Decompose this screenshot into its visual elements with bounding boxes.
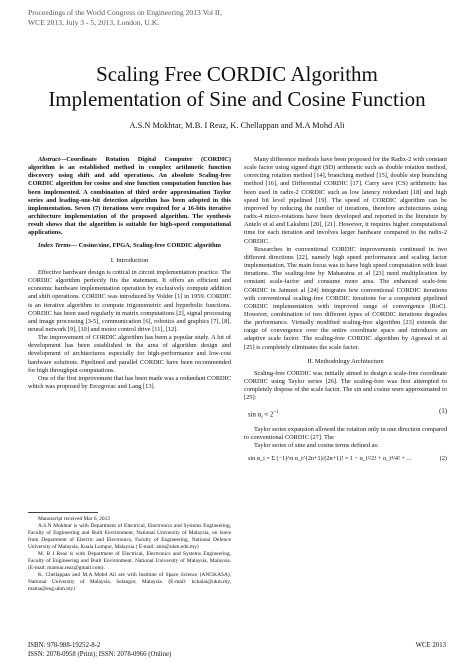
footnote-2: A.S.N Mokhtar is with Department of Electrical, Electronics and Systems Engineering, Faculty of Engineering and Built Environment, National University of Malaysia, on leave from Department of Electric and Electronics, Faculty of Engineering, National Defence University of Malaysia, Kuala Lumpur, Malaysia ( E-mail: anis@ukm.edu.my) bbox=[28, 523, 231, 550]
footnote-4: K. Chellappan and M.A Mohd Ali are with Institute of Space Science (ANGKASA), National University of Malaysia, Selangor, Malaysia. (E-mail: kckalai@ukm.my, mama@eng.ukm.my) bbox=[28, 572, 231, 592]
intro-paragraph-2: The improvement of CORDIC algorithm has been a popular study. A lot of development has been established in the area of algorithm design and development of architectures especially for high-performance and low-cost hardware solutions. Pipelined and parallel CORDIC have been recommended for high throughput computations. bbox=[28, 334, 231, 374]
proceedings-header bbox=[28, 8, 222, 28]
equation-2 bbox=[244, 455, 447, 471]
authors: A.S.N Mokhtar, M.B. I Reaz, K. Chellappan and M.A Mohd Ali bbox=[129, 121, 345, 130]
index-terms bbox=[28, 242, 231, 250]
footnote-1: Manuscript received Mar 6, 2013 bbox=[38, 516, 111, 522]
index-terms-label: Index Terms bbox=[38, 241, 71, 249]
footnote-3: M. B I Reaz is with Department of Electrical, Electronics and Systems Engineering, Faculty of Engineering and Built Environment, National University of Malaysia, Malaysia. (E-mail: mamun.reaz@gmail.com). bbox=[28, 551, 231, 571]
right-paragraph-2: Researches in conventional CORDIC improvements continued in two different directions [22], namely high speed performance and scaling factor implementation. The main focus was to have high speed computation with least iterations. The scaling-free by Maharatna et al [23] need multiplication by constant scale-factor and consume more area. The enhanced scale-free CORDIC in Jaimeet al [24] integrates few conventional CORDIC iterations with conventional scaling-free CORDIC iterations for a competent pipelined CORDIC implementation with improved range of convergence (RoC). However, combination of two different types of CORDIC iterations degrades the performance. Virtually modified scaling-free algorithm [23] extends the range of convergence over the entire coordinate space and introduces an adaptive scale factor. The scaling-free CORDIC algorithm by Agrawal et al [25] is completely eliminates the scale factor. bbox=[244, 245, 447, 351]
section-heading-methodology: II. Methodology Architecture bbox=[307, 357, 384, 365]
section-heading-introduction: I. Introduction bbox=[110, 256, 149, 264]
footer-right: WCE 2013 bbox=[415, 642, 446, 649]
header-line-1: Proceedings of the World Congress on Engineering 2013 Vol II, bbox=[28, 8, 222, 17]
footer-isbn: ISBN: 978-988-19252-8-2 bbox=[28, 642, 101, 649]
abstract-text: —Coordinate Rotation Digital Computer (CORDIC) algorithm is an established method in complex arithmetic function discovery using shift and add operations. An absolute Scaling-free CORDIC algorithm for cosine and sine function computation function has been implemented. A combination of third order approximation Taylor series and leading-one-bit detection algorithm has been adopted in this implementation. Seven (7) iterations were required for a 16-bits iterative architecture implementation of the proposed algorithm. The synthesis result shows that the algorithm is suitable for high-speed computational applications. bbox=[28, 156, 231, 237]
index-terms-text: — Cosine/sine, FPGA, Scaling-free CORDIC algorithm bbox=[70, 241, 221, 249]
equation-2-text: sin α_i = Σ (−1)^n α_i^(2n+1)/(2n+1)! = 1 − α_i²/2! + α_i⁴/4! + ... bbox=[248, 455, 412, 462]
footnote-rule bbox=[28, 512, 98, 513]
right-column bbox=[244, 156, 447, 471]
abstract bbox=[28, 156, 231, 238]
paper-title bbox=[0, 62, 474, 112]
equation-1 bbox=[244, 408, 447, 422]
method-paragraph-1: Scaling-free CORDIC was initially aimed to design a scale-free coordinate CORDIC using Taylor series [26]. The scaling-free was first attempted to completely dispose of the scale factor. The sin and cosine were approximated to [25]: bbox=[244, 369, 447, 402]
equation-1-number: (1) bbox=[439, 407, 447, 415]
abstract-label: Abstract bbox=[38, 156, 60, 163]
intro-paragraph-1: Effective hardware design is critical in circuit implementation practice. The CORDIC algorithm perfectly fits the statement. It offers an efficient and economic hardware implementation operation by exclusively compute addition and shift operations. CORDIC was introduced by Volder [1] in 1959. CORDIC is an iterative algorithm to compute trigonometric and hyperbolic functions. CORDIC has been used regularly in matrix computations [2], signal processing and image processing [3-5], communication [6], robotics and graphics [7], [8], neural network [9], [10] and motor control drive [11], [12]. bbox=[28, 268, 231, 333]
header-line-2: WCE 2013, July 3 - 5, 2013, London, U.K. bbox=[28, 18, 160, 27]
left-column bbox=[28, 156, 231, 391]
title-line-2: Implementation of Sine and Cosine Function bbox=[48, 87, 426, 111]
equation-1-lhs: sin α bbox=[248, 410, 262, 418]
equation-2-number: (2) bbox=[439, 455, 447, 462]
equation-1-sup: −i bbox=[273, 408, 279, 415]
footnotes bbox=[28, 512, 231, 593]
method-paragraph-3: Taylor series of sine and cosine terms defined as: bbox=[254, 441, 379, 449]
right-paragraph-1: Many difference methods have been proposed for the Radix-2 with constant scale factor using signed digit (SD) arithmetic such as double rotation method, correcting rotation method [14], branching method [15], double step branching method [16], and Differential CORDIC [17]. Carry save (CS) arithmetic has been used in radix-2 CORDIC such as low latency redundant [18] and high speed bit level pipelined [19]. The speed of CORDIC algorithm can be improved by reducing the number of iterations, therefore architectures using radix-4 micro-rotations have been developed and reported in the literature by Antelo et al and Lakshmi [20], [21]. However, it requires higher computational time for each iteration and involves larger hardware compared to the radix-2 CORDIC. bbox=[244, 156, 447, 245]
method-paragraph-2: Taylor series expansion allowed the rotation only in one direction compared to conventional CORDIC [27]. The bbox=[244, 425, 447, 441]
intro-paragraph-3: One of the first improvement that has been made was a redundant CORDIC which was proposed by Ercegovac and Lang [13]. bbox=[28, 374, 231, 391]
equation-1-rhs: ≈ 2 bbox=[264, 410, 274, 418]
footer-issn: ISSN: 2078-0958 (Print); ISSN: 2078-0966 (Online) bbox=[28, 651, 172, 658]
equation-1-sub: i bbox=[261, 414, 263, 421]
title-line-1: Scaling Free CORDIC Algorithm bbox=[96, 62, 378, 86]
footer-left bbox=[28, 641, 171, 659]
